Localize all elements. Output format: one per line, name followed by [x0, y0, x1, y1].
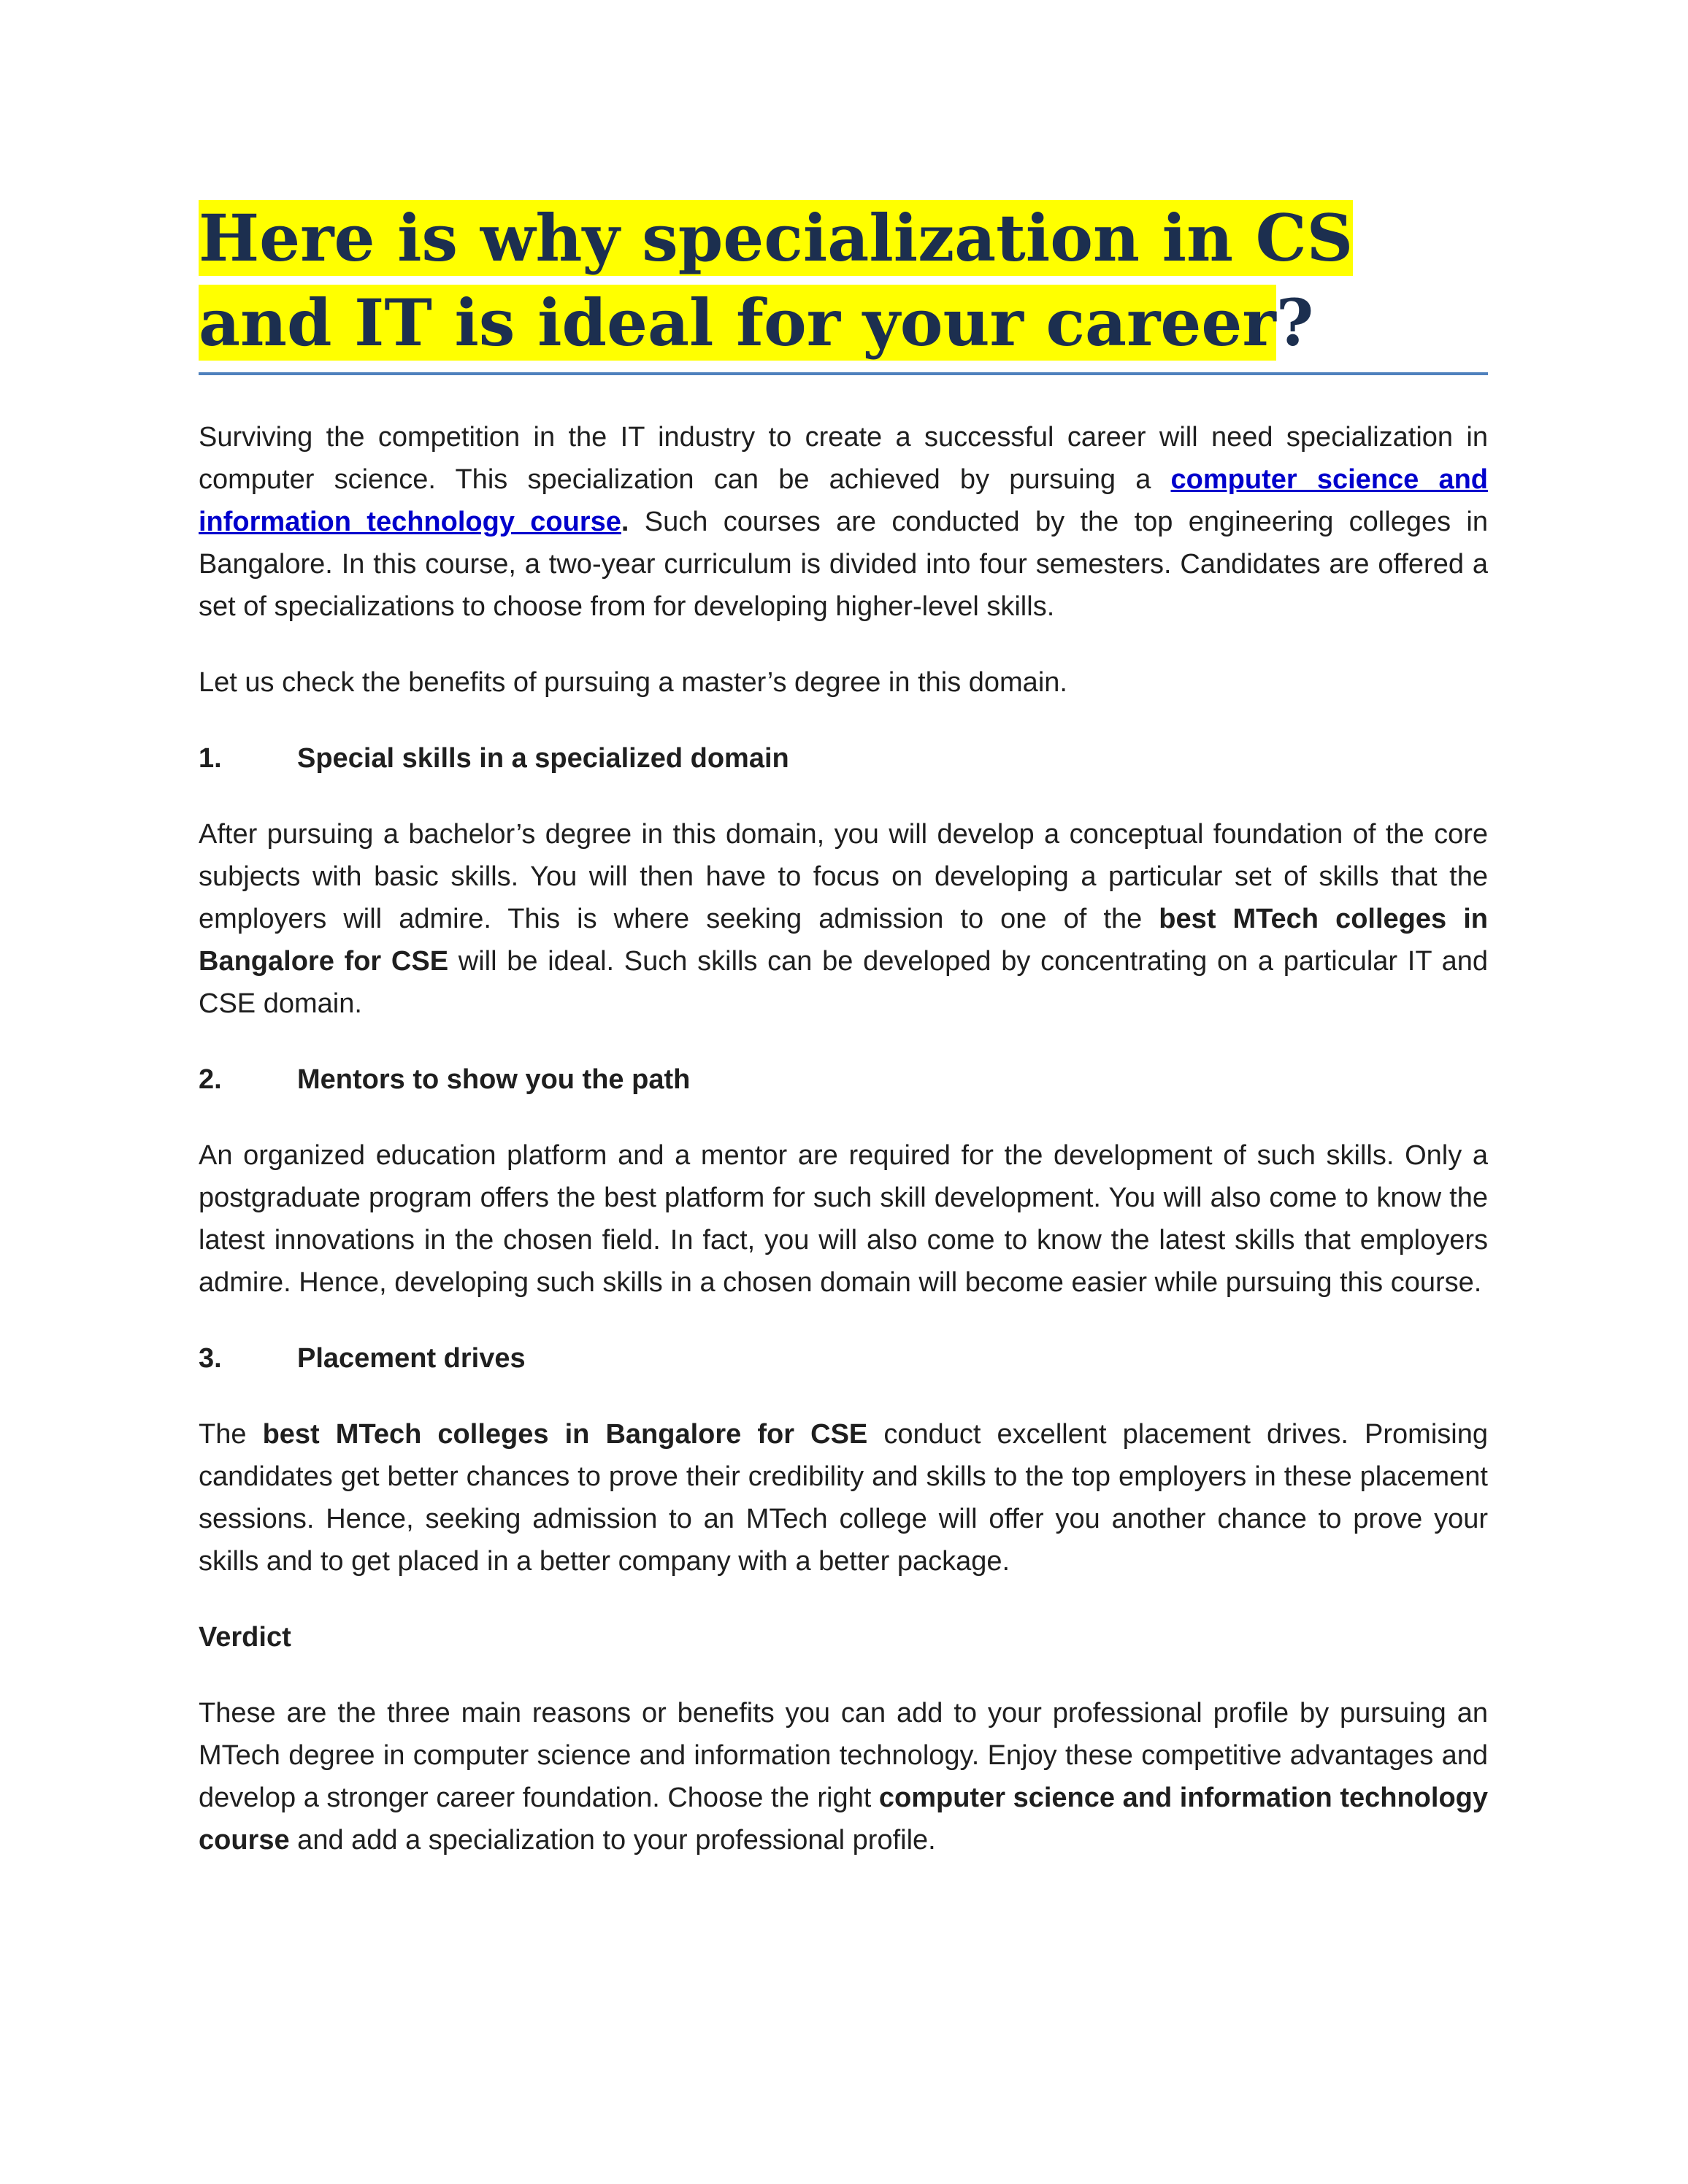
section-heading-text: Mentors to show you the path: [297, 1064, 691, 1095]
intro-link-period: .: [621, 507, 629, 537]
verdict-heading-text: Verdict: [199, 1622, 291, 1653]
section-text: The: [199, 1419, 263, 1450]
section-number: 3.: [199, 1343, 222, 1374]
title-question-mark: ?: [1275, 285, 1314, 361]
section-heading-3: [199, 1337, 1488, 1380]
section-paragraph-1: [199, 813, 1488, 1025]
intro-text-start: Surviving the competition in the IT industry to create a successful career will need specialization in computer science. This specialization can be achieved by pursuing a: [199, 422, 1488, 495]
document-page: [199, 196, 1488, 1861]
section-number: 1.: [199, 743, 222, 774]
bold-phrase: computer science and information technology course: [199, 1783, 1489, 1856]
page-title: [199, 196, 1488, 375]
verdict-text: These are the three main reasons or benefits you can add to your professional profile by pursuing an MTech degree in computer science and information technology. Enjoy these competitive advantages and develop a stronger career foundation. Choose the right: [199, 1698, 1488, 1813]
lead-paragraph: Let us check the benefits of pursuing a master’s degree in this domain.: [199, 667, 1067, 698]
bold-phrase: best MTech colleges in Bangalore for CSE: [262, 1419, 868, 1450]
verdict-text: and add a specialization to your professional profile.: [289, 1825, 936, 1856]
section-text: conduct excellent placement drives. Promising candidates get better chances to prove their credibility and skills to the top employers in these placement sessions. Hence, seeking admission to an MTech college will offer you another chance to prove your skills and to get placed in a better company with a better package.: [199, 1419, 1488, 1577]
section-paragraph-3: [199, 1413, 1488, 1583]
section-heading-text: Placement drives: [297, 1343, 526, 1374]
course-link[interactable]: computer science and information technology course: [199, 464, 1489, 537]
verdict-paragraph: [199, 1692, 1488, 1861]
section-heading-2: [199, 1058, 1488, 1101]
verdict-heading: [199, 1616, 1488, 1658]
section-text: will be ideal. Such skills can be developed by concentrating on a particular IT and CSE domain.: [199, 946, 1488, 1019]
title-highlight: Here is why specialization in CS and IT is ideal for your career: [199, 200, 1354, 361]
bold-phrase: best MTech colleges in Bangalore for CSE: [199, 904, 1488, 977]
intro-paragraph: [199, 416, 1488, 628]
section-paragraph-2: An organized education platform and a mentor are required for the development of such skills. Only a postgraduate program offers the best platform for such skill development. You will also come to know the latest innovations in the chosen field. In fact, you will also come to know the latest skills that employers admire. Hence, developing such skills in a chosen domain will become easier while pursuing this course.: [199, 1140, 1488, 1298]
section-heading-1: [199, 737, 1488, 780]
section-text: After pursuing a bachelor’s degree in this domain, you will develop a conceptual foundation of the core subjects with basic skills. You will then have to focus on developing a particular set of skills that the employers will admire. This is where seeking admission to one of the: [199, 819, 1488, 934]
section-number: 2.: [199, 1064, 222, 1095]
intro-text-end: Such courses are conducted by the top engineering colleges in Bangalore. In this course, a two-year curriculum is divided into four semesters. Candidates are offered a set of specializations to choose from for developing higher-level skills.: [199, 507, 1488, 622]
section-heading-text: Special skills in a specialized domain: [297, 743, 789, 774]
